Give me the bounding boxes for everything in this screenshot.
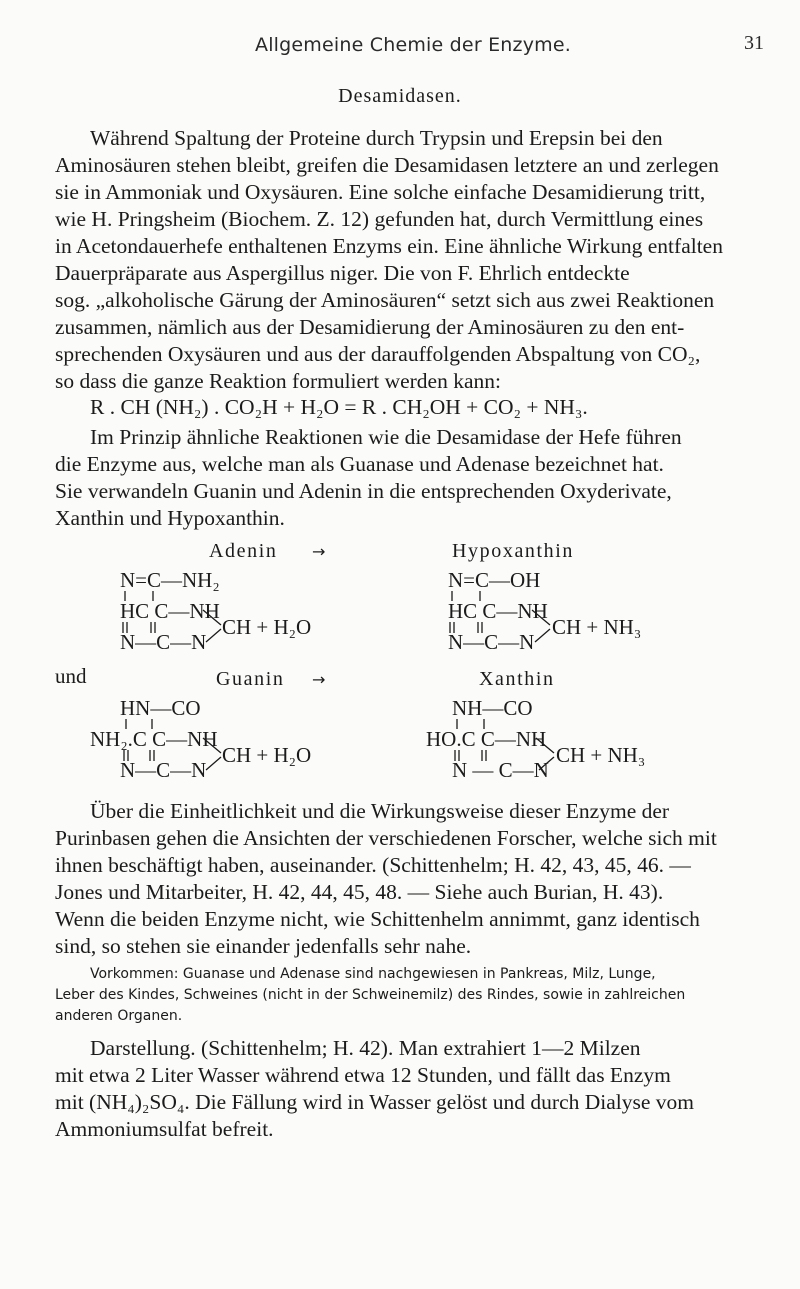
xanthin-row-3: N — C—N: [452, 758, 549, 782]
hypoxanthin-suffix: CH + NH₃: [552, 615, 642, 639]
guanin-suffix: CH + H₂O: [222, 743, 312, 767]
reaction-arrow: →: [312, 542, 326, 561]
text-line: ihnen beschäftigt haben, auseinander. (Schittenhelm; H. 42, 43, 45, 46. —: [55, 853, 691, 877]
text-line: Vorkommen: Guanase und Adenase sind nachgewiesen in Pankreas, Milz, Lunge,: [90, 966, 656, 982]
adenin-label: Adenin: [209, 540, 278, 562]
xanthin-suffix: CH + NH₃: [556, 743, 646, 767]
text-line: sog. „alkoholische Gärung der Aminosäuren“ setzt sich aus zwei Reaktionen: [55, 288, 715, 312]
xanthin-row-1: NH—CO: [452, 696, 533, 720]
xanthin-row-2: HO.C C—NH: [426, 727, 547, 751]
text-line: sprechenden Oxysäuren und aus der darauffolgenden Abspaltung von CO₂,: [55, 342, 701, 366]
text-line: Jones und Mitarbeiter, H. 42, 44, 45, 48. — Siehe auch Burian, H. 43).: [55, 880, 664, 904]
reaction-equation: R . CH (NH₂) . CO₂H + H₂O = R . CH₂OH + CO₂ + NH₃.: [90, 395, 588, 419]
guanin-row-3: N—C—N: [120, 758, 207, 782]
text-line: Xanthin und Hypoxanthin.: [55, 506, 285, 530]
text-line: mit etwa 2 Liter Wasser während etwa 12 Stunden, und fällt das Enzym: [55, 1063, 671, 1087]
hypoxanthin-label: Hypoxanthin: [452, 540, 575, 562]
xanthin-label: Xanthin: [479, 668, 555, 690]
text-line: in Acetondauerhefe enthaltenen Enzyms ein. Eine ähnliche Wirkung entfalten: [55, 234, 723, 258]
text-line: Sie verwandeln Guanin und Adenin in die entsprechenden Oxyderivate,: [55, 479, 672, 503]
bond-line: [539, 757, 554, 770]
text-line: Über die Einheitlichkeit und die Wirkungsweise dieser Enzyme der: [90, 799, 670, 823]
adenin-suffix: CH + H₂O: [222, 615, 312, 639]
text-line: zusammen, nämlich aus der Desamidierung der Aminosäuren zu den ent-: [55, 315, 685, 339]
bond-line: [206, 629, 221, 642]
guanin-row-2: NH₂.C C—NH: [90, 727, 218, 751]
bond-line: [203, 738, 221, 753]
text-line: die Enzyme aus, welche man als Guanase und Adenase bezeichnet hat.: [55, 452, 664, 476]
text-line: Dauerpräparate aus Aspergillus niger. Die von F. Ehrlich entdeckte: [55, 261, 630, 285]
text-line: sie in Ammoniak und Oxysäuren. Eine solche einfache Desamidierung tritt,: [55, 180, 706, 204]
text-line: so dass die ganze Reaktion formuliert werden kann:: [55, 369, 501, 393]
text-line: sind, so stehen sie einander jedenfalls sehr nahe.: [55, 934, 472, 958]
text-line: wie H. Pringsheim (Biochem. Z. 12) gefunden hat, durch Vermittlung eines: [55, 207, 704, 231]
text-line: Purinbasen gehen die Ansichten der verschiedenen Forscher, welche sich mit: [55, 826, 717, 850]
running-title: Allgemeine Chemie der Enzyme.: [255, 34, 571, 56]
bond-line: [535, 629, 550, 642]
guanin-label: Guanin: [216, 668, 285, 690]
text-line: Im Prinzip ähnliche Reaktionen wie die Desamidase der Hefe führen: [90, 425, 682, 449]
hypoxanthin-row-2: HC C—NH: [448, 599, 548, 623]
text-line: Darstellung. (Schittenhelm; H. 42). Man extrahiert 1—2 Milzen: [90, 1036, 641, 1060]
adenin-row-2: HC C—NH: [120, 599, 220, 623]
bond-line: [532, 610, 550, 625]
bond-line: [203, 610, 221, 625]
text-line: anderen Organen.: [55, 1008, 183, 1024]
text-line: Während Spaltung der Proteine durch Trypsin und Erepsin bei den: [90, 126, 663, 150]
text-line: Wenn die beiden Enzyme nicht, wie Schittenhelm annimmt, ganz identisch: [55, 907, 700, 931]
text-line: Leber des Kindes, Schweines (nicht in der Schweinemilz) des Rindes, sowie in zahlreichen: [55, 987, 686, 1003]
hypoxanthin-row-3: N—C—N: [448, 630, 535, 654]
adenin-row-1: N=C—NH₂: [120, 568, 220, 592]
conjunction-und: und: [55, 664, 87, 688]
text-line: mit (NH₄)₂SO₄. Die Fällung wird in Wasser gelöst und durch Dialyse vom: [55, 1090, 695, 1114]
section-heading: Desamidasen.: [338, 85, 462, 107]
text-line: Ammoniumsulfat befreit.: [55, 1117, 274, 1141]
hypoxanthin-row-1: N=C—OH: [448, 568, 541, 592]
adenin-row-3: N—C—N: [120, 630, 207, 654]
reaction-arrow: →: [312, 670, 326, 689]
page-number: 31: [744, 32, 764, 54]
guanin-row-1: HN—CO: [120, 696, 201, 720]
text-line: Aminosäuren stehen bleibt, greifen die Desamidasen letztere an und zerlegen: [55, 153, 719, 177]
bond-line: [206, 757, 221, 770]
bond-line: [536, 738, 554, 753]
